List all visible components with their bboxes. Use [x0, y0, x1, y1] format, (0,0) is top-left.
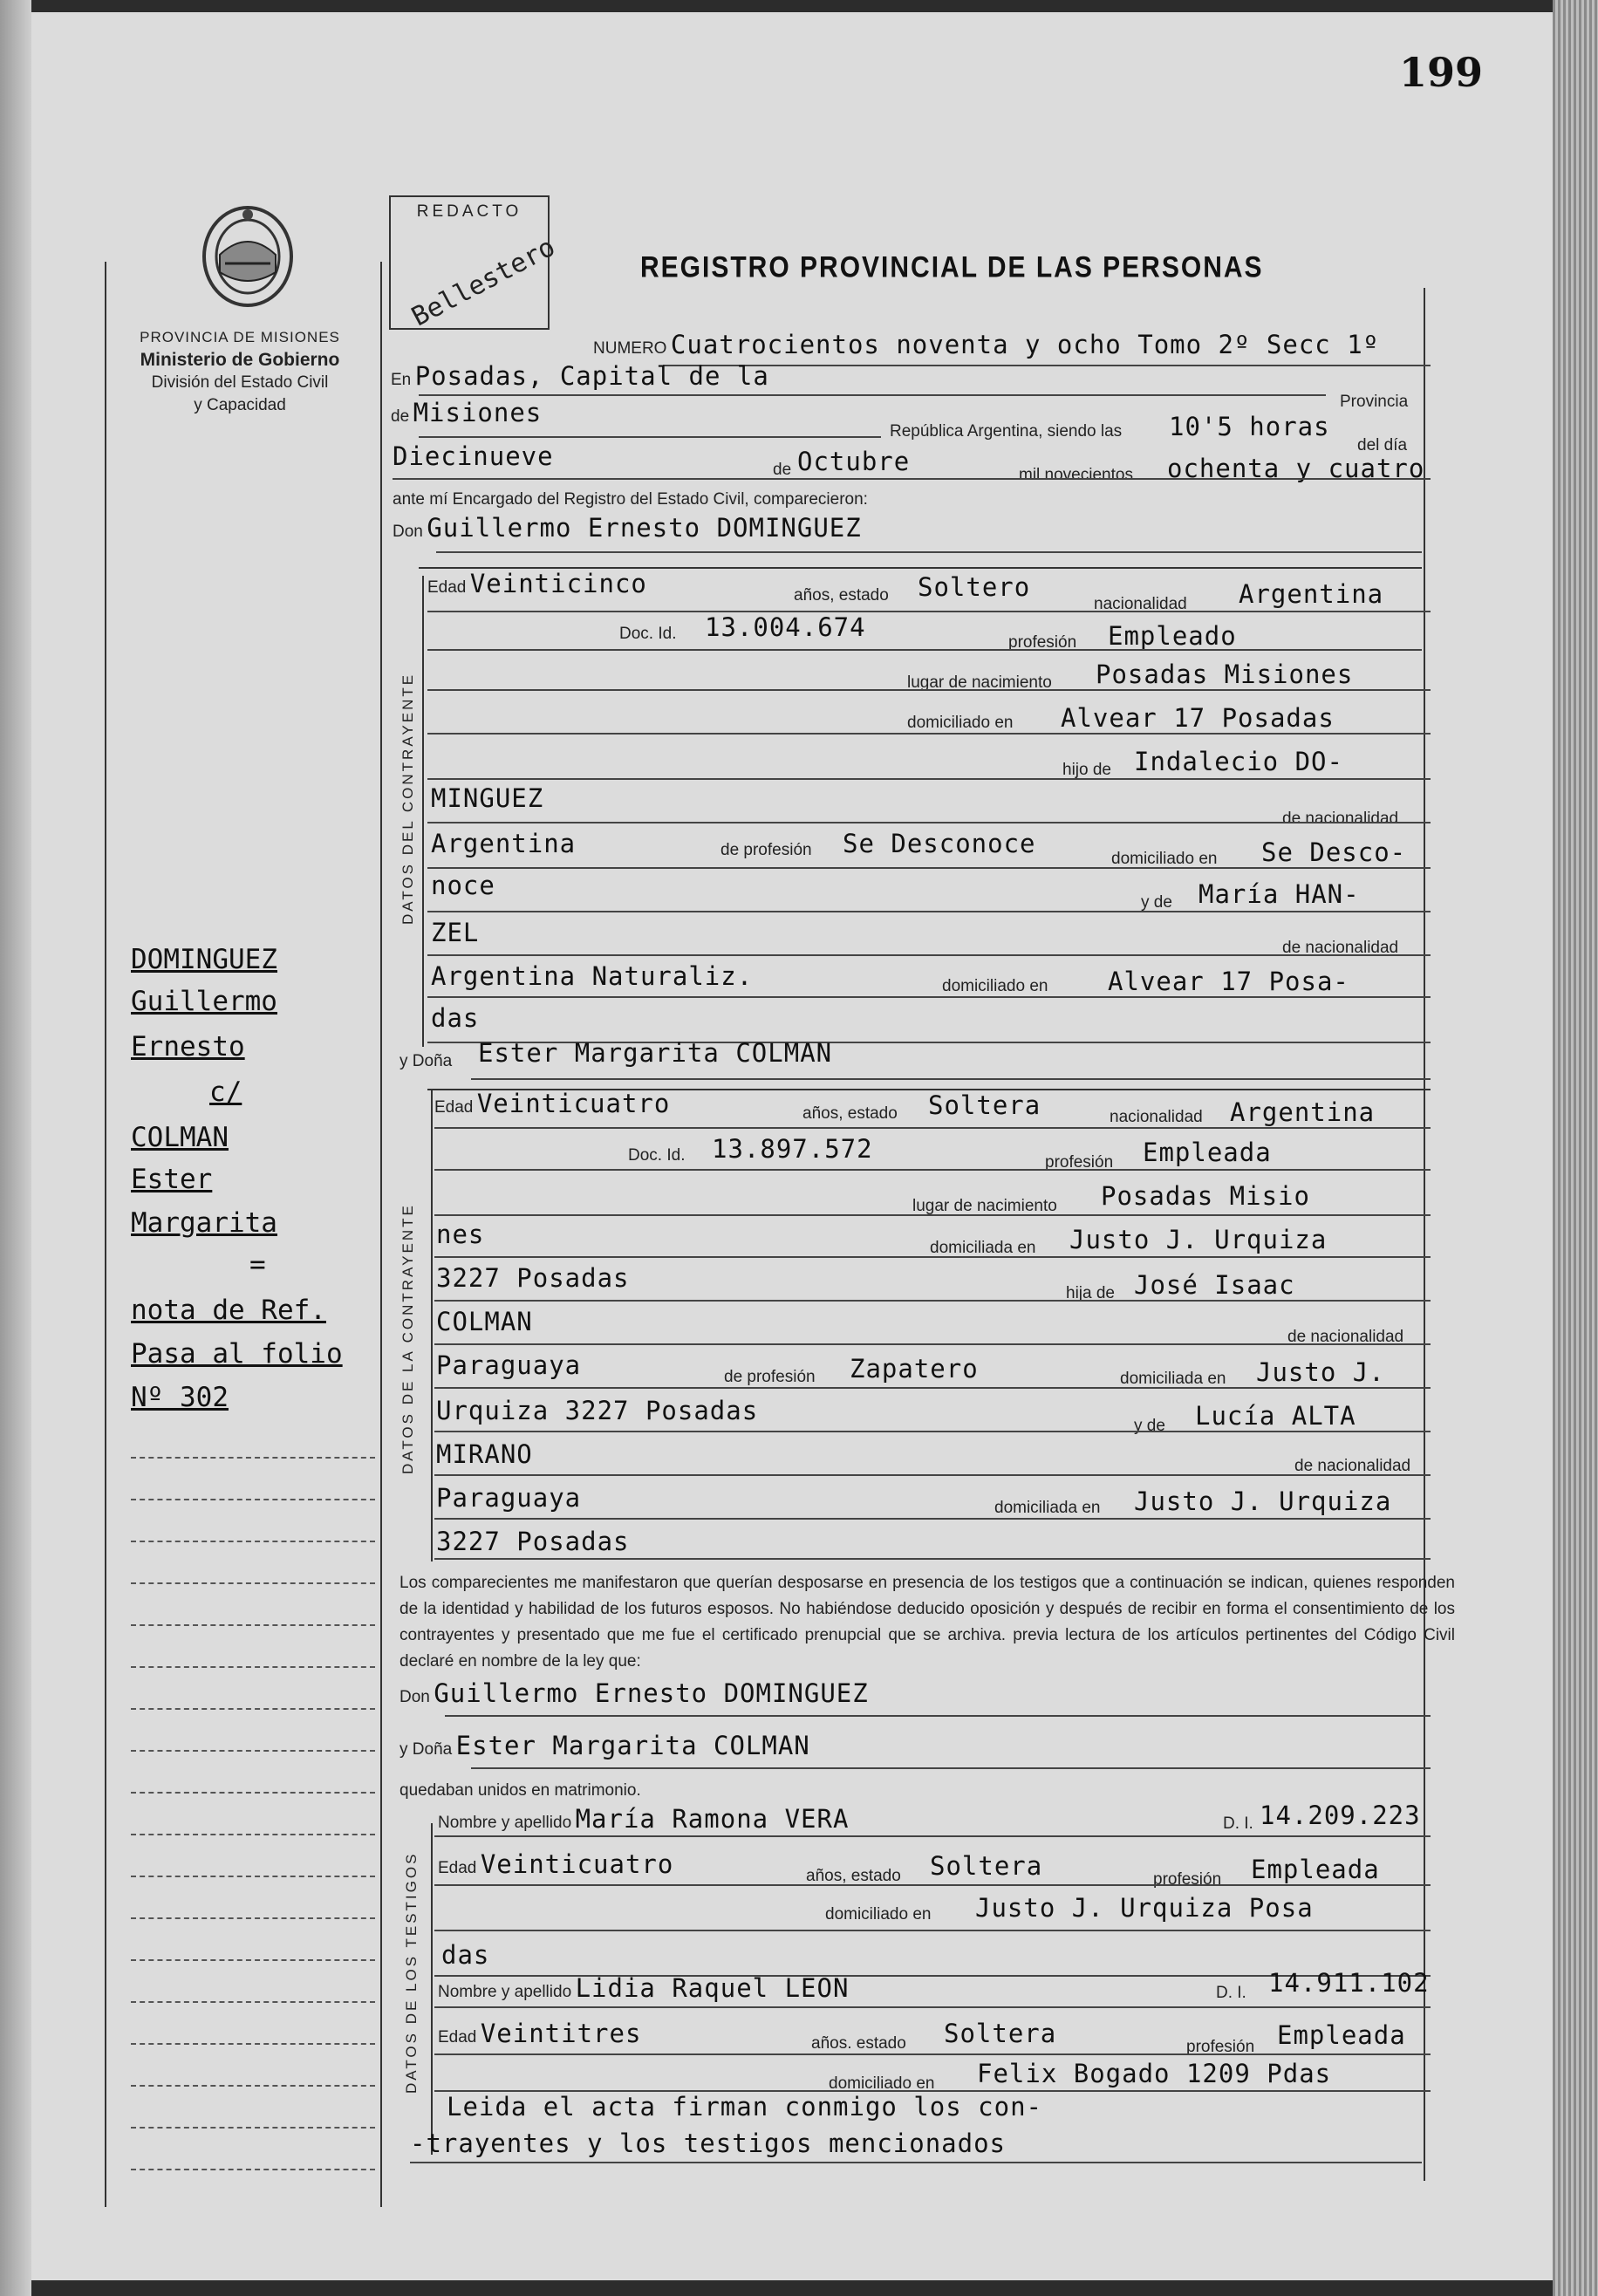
dom3-label: domiciliada en — [994, 1499, 1101, 1517]
de-nac-label: de nacionalidad — [1287, 1328, 1404, 1346]
document-title: REGISTRO PROVINCIAL DE LAS PERSONAS — [640, 250, 1264, 284]
del-dia-label: del día — [1357, 436, 1408, 454]
margin-rule — [131, 1876, 375, 1877]
estado-label: años, estado — [794, 586, 889, 605]
de-nac2-label: de nacionalidad — [1294, 1457, 1411, 1475]
madre-nac-value: Argentina Naturaliz. — [431, 961, 754, 991]
hijo-label: hijo de — [1062, 761, 1111, 779]
profesion-value: Empleada — [1143, 1138, 1272, 1167]
nombre-label: Nombre y apellido — [438, 1983, 572, 2001]
union-dona-row — [400, 1731, 810, 1760]
edad-label: Edad — [438, 1859, 477, 1877]
lugar-line — [434, 1214, 1431, 1216]
margin-note-line: COLMAN — [131, 1122, 229, 1153]
madre-nac-line — [434, 1518, 1431, 1520]
madre-value-1: María HAN- — [1198, 879, 1360, 909]
union-dona-value: Ester Margarita COLMAN — [455, 1731, 810, 1760]
domicilio-value-1: Justo J. Urquiza Posa — [975, 1893, 1314, 1923]
margin-note-line: Ester — [131, 1164, 213, 1195]
y-de-label: y de — [1141, 893, 1172, 912]
page-number: 199 — [1399, 49, 1484, 96]
issuing-authority — [113, 326, 366, 417]
margin-rule — [131, 2169, 375, 2170]
union-don-line — [445, 1715, 1431, 1717]
padre-dom-value-1: Justo J. — [1256, 1357, 1385, 1387]
margin-rule — [131, 2043, 375, 2045]
dona-line — [471, 1078, 1431, 1080]
nacionalidad-value: Argentina — [1230, 1097, 1376, 1127]
edad-line — [427, 611, 1431, 612]
don-line — [436, 551, 1422, 553]
margin-rule — [131, 1541, 375, 1542]
edad-label: Edad — [427, 578, 467, 597]
nacionalidad-label: nacionalidad — [1094, 595, 1187, 613]
redacto-label: REDACTO — [416, 202, 522, 221]
madre-dom-value-2: das — [431, 1003, 480, 1033]
numero-row — [593, 330, 1379, 359]
padre-line — [434, 1343, 1431, 1345]
en-row — [391, 361, 769, 391]
de-prof-label: de profesión — [720, 841, 812, 859]
contrayenta-bracket — [431, 1090, 433, 1561]
edad-value: Veinticuatro — [480, 1849, 674, 1879]
padre-nac-line — [427, 867, 1431, 869]
padre-line — [427, 822, 1431, 823]
doc-label: Doc. Id. — [628, 1146, 686, 1165]
edad-label: Edad — [438, 2028, 477, 2047]
dom2-label: domiciliada en — [1120, 1370, 1226, 1388]
anio-value: ochenta y cuatro — [1167, 454, 1425, 483]
margin-rule — [131, 1666, 375, 1668]
doc-value: 13.897.572 — [712, 1134, 873, 1164]
madre2-line — [434, 1474, 1431, 1476]
margin-note-line: nota de Ref. — [131, 1295, 326, 1326]
lugar-value-1: Posadas Misio — [1101, 1181, 1310, 1211]
de-row — [391, 398, 542, 427]
doc-label: Doc. Id. — [619, 625, 677, 643]
nacionalidad-value: Argentina — [1239, 579, 1384, 609]
di-label: D. I. — [1223, 1814, 1253, 1833]
margin-rule — [131, 1917, 375, 1919]
contrayenta-section-label: DATOS DE LA CONTRAYENTE — [400, 1203, 416, 1474]
numero-line — [663, 365, 1431, 366]
contrayenta-edad-row — [434, 1089, 670, 1118]
lugar-value-2: nes — [436, 1220, 485, 1249]
en-value: Posadas, Capital de la — [414, 361, 769, 391]
nombre-label: Nombre y apellido — [438, 1814, 572, 1832]
madre-dom-line — [434, 1558, 1431, 1560]
nacionalidad-label: nacionalidad — [1110, 1108, 1203, 1126]
en-label: En — [391, 371, 412, 389]
de-nac-label: de nacionalidad — [1282, 810, 1399, 828]
estado-value: Soltera — [930, 1851, 1043, 1881]
hijo-line — [427, 778, 1431, 780]
declaration-paragraph: Los comparecientes me manifestaron que querían desposarse en presencia de los testigos que a continuación se indican, quienes responden de la identidad y habilidad de los futuros esposos. No habiéndose deducido oposición y después de recibir en forma el consentimiento de los contrayentes y presentado que me fue el certificado prenupcial que se archiva. previa lectura de los artículos pertinentes del Código Civil declaré en nombre de la ley que: — [400, 1574, 1455, 1671]
madre-nac-value: Paraguaya — [436, 1483, 582, 1513]
de-label: de — [391, 407, 410, 426]
madre-dom-value-1: Justo J. Urquiza — [1134, 1486, 1392, 1516]
mil-label: mil novecientos — [1019, 466, 1133, 484]
di-value: 14.209.223 — [1260, 1801, 1421, 1830]
de-line — [419, 436, 881, 438]
margin-note-line: Ernesto — [131, 1031, 245, 1063]
quedaban-label: quedaban unidos en matrimonio. — [400, 1781, 641, 1800]
lugar-value: Posadas Misiones — [1096, 659, 1354, 689]
margin-note-line: Nº 302 — [131, 1382, 229, 1413]
cierre-line-2: -trayentes y los testigos mencionados — [410, 2129, 1007, 2158]
numero-value: Cuatrocientos noventa y ocho Tomo 2º Secc 1º — [670, 330, 1380, 359]
madre-value-2: ZEL — [431, 918, 480, 947]
right-border — [1424, 288, 1425, 2181]
padre-nac-value: Argentina — [431, 829, 577, 858]
profesion-label: profesión — [1045, 1153, 1114, 1172]
domicilio-value: Felix Bogado 1209 Pdas — [977, 2059, 1332, 2088]
estado-label: años, estado — [806, 1867, 901, 1885]
madre-dom-value-1: Alvear 17 Posa- — [1108, 967, 1349, 996]
margin-rule — [131, 2085, 375, 2087]
dia-value: Diecinueve — [393, 441, 554, 471]
domicilio-label: domiciliado en — [907, 714, 1014, 732]
domicilio-value-1: Justo J. Urquiza — [1069, 1225, 1328, 1254]
lugar-line — [427, 689, 1431, 691]
margin-note-line: c/ — [209, 1076, 242, 1108]
testigo1-edad-row — [438, 1849, 673, 1879]
domicilio-value-2: 3227 Posadas — [436, 1263, 630, 1293]
margin-note-line: = — [249, 1249, 266, 1281]
republica-label: República Argentina, siendo las — [890, 422, 1123, 441]
contrayente-edad-row — [427, 569, 647, 598]
testigo2-edad-row — [438, 2019, 641, 2048]
padre-dom-value-2: noce — [431, 871, 495, 900]
provincial-seal-icon — [199, 202, 297, 311]
madre-value-1: Lucía ALTA — [1195, 1401, 1356, 1431]
doc-value: 13.004.674 — [705, 612, 866, 642]
padre-nac-value: Paraguaya — [436, 1350, 582, 1380]
division-label-1: División del Estado Civil — [151, 373, 329, 392]
edad-value: Veintitres — [480, 2019, 642, 2048]
padre-prof-value: Zapatero — [850, 1354, 979, 1384]
margin-rule — [131, 1959, 375, 1961]
padre-value-1: Indalecio DO- — [1134, 747, 1343, 776]
don-row — [393, 513, 862, 543]
margin-note-line: Margarita — [131, 1207, 277, 1239]
en-line — [419, 394, 1326, 396]
domicilio-value-2: das — [441, 1940, 490, 1970]
edad-label: Edad — [434, 1098, 474, 1117]
union-don-label: Don — [400, 1688, 430, 1706]
madre-line — [434, 1431, 1431, 1432]
redacto-signature: Bellestero — [406, 231, 561, 333]
y-de-label: y de — [1134, 1417, 1165, 1435]
union-dona-line — [471, 1767, 1431, 1769]
don-value: Guillermo Ernesto DOMINGUEZ — [427, 513, 862, 543]
don-label: Don — [393, 523, 423, 541]
di-value: 14.911.102 — [1268, 1968, 1430, 1998]
profesion-value: Empleado — [1108, 621, 1237, 651]
estado-value: Soltera — [928, 1090, 1041, 1120]
dom2-label: domiciliado en — [1111, 850, 1218, 868]
madre-line — [427, 911, 1431, 912]
padre-value-2: COLMAN — [436, 1307, 533, 1336]
profesion-value: Empleada — [1251, 1855, 1380, 1884]
di-label: D. I. — [1216, 1984, 1246, 2002]
margin-rule — [131, 2001, 375, 2003]
domicilio-label: domiciliado en — [825, 1905, 932, 1924]
fecha-line — [393, 478, 1431, 480]
mes-value: Octubre — [797, 447, 911, 476]
page-edges — [1553, 0, 1598, 2296]
profesion-label: profesión — [1008, 633, 1077, 652]
redacto-box — [389, 195, 561, 333]
de2-label: de — [773, 461, 792, 479]
ante-label: ante mí Encargado del Registro del Estado Civil, comparecieron: — [393, 490, 868, 509]
ministry-label: Ministerio de Gobierno — [140, 350, 340, 370]
testigo1-edad-line — [434, 1884, 1431, 1886]
margin-rule — [131, 1708, 375, 1710]
madre-nac-line — [427, 996, 1431, 998]
madre2-line — [427, 954, 1431, 956]
testigo2-nombre-row — [438, 1973, 849, 2003]
margin-rule — [131, 2127, 375, 2129]
margin-note-line: Guillermo — [131, 986, 277, 1017]
testigos-section-label: DATOS DE LOS TESTIGOS — [403, 1851, 420, 2094]
margin-border — [380, 262, 382, 2207]
contrayente-bracket — [422, 576, 424, 1047]
padre-value-2: MINGUEZ — [431, 783, 544, 813]
hija-line — [434, 1300, 1431, 1302]
lugar-label: lugar de nacimiento — [907, 673, 1052, 692]
profesion-label: profesión — [1186, 2038, 1255, 2056]
domicilio-line — [434, 1256, 1431, 1258]
union-don-value: Guillermo Ernesto DOMINGUEZ — [434, 1678, 869, 1708]
padre-dom-value-2: Urquiza 3227 Posadas — [436, 1396, 759, 1425]
testigo1-domicilio-line — [434, 1930, 1431, 1931]
de-prof-label: de profesión — [724, 1368, 816, 1386]
estado-value: Soltero — [918, 572, 1031, 602]
doc-line — [427, 649, 1422, 651]
dom3-label: domiciliado en — [942, 977, 1048, 995]
padre-nac-line — [434, 1387, 1431, 1389]
hija-label: hija de — [1066, 1284, 1115, 1302]
padre-dom-value-1: Se Desco- — [1261, 837, 1407, 867]
margin-note-line: DOMINGUEZ — [131, 944, 277, 975]
padre-value-1: José Isaac — [1134, 1270, 1295, 1300]
edad-line — [434, 1127, 1431, 1129]
horas-value: 10'5 horas — [1169, 412, 1330, 441]
madre-value-2: MIRANO — [436, 1439, 533, 1469]
doc-line — [434, 1169, 1431, 1171]
testigo1-nombre-line — [434, 1835, 1431, 1837]
margin-rule — [131, 1792, 375, 1794]
estado-label: años. estado — [811, 2034, 906, 2053]
union-don-row — [400, 1678, 869, 1708]
de-nac2-label: de nacionalidad — [1282, 939, 1399, 957]
cierre-line-1: Leida el acta firman conmigo los con- — [447, 2092, 1043, 2122]
domicilio-label: domiciliada en — [930, 1239, 1036, 1257]
padre-prof-value: Se Desconoce — [843, 829, 1036, 858]
book-spine — [0, 0, 31, 2296]
cierre-line — [410, 2162, 1422, 2163]
nombre-value: Lidia Raquel LEON — [575, 1973, 850, 2003]
union-dona-label: y Doña — [400, 1740, 453, 1759]
margin-rule — [131, 1499, 375, 1500]
margin-rule — [131, 1624, 375, 1626]
division-label-2: y Capacidad — [194, 396, 286, 414]
nombre-value: María Ramona VERA — [575, 1804, 850, 1834]
margin-note-line: Pasa al folio — [131, 1338, 343, 1370]
province-label: PROVINCIA DE MISIONES — [140, 329, 340, 345]
testigo2-edad-line — [434, 2053, 1431, 2055]
domicilio-label: domiciliado en — [829, 2074, 935, 2093]
left-border — [105, 262, 106, 2207]
testigo2-nombre-line — [434, 2006, 1431, 2008]
edad-value: Veinticuatro — [476, 1089, 671, 1118]
estado-label: años, estado — [802, 1104, 898, 1123]
estado-value: Soltera — [944, 2019, 1057, 2048]
madre-dom-value-2: 3227 Posadas — [436, 1527, 630, 1556]
profesion-label: profesión — [1153, 1870, 1222, 1889]
margin-rule — [131, 1834, 375, 1835]
de-value: Misiones — [413, 398, 543, 427]
margin-rule — [131, 1582, 375, 1584]
profesion-value: Empleada — [1277, 2020, 1406, 2050]
testigo1-nombre-row — [438, 1804, 849, 1834]
edad-value: Veinticinco — [469, 569, 647, 598]
lugar-label: lugar de nacimiento — [912, 1197, 1057, 1215]
dona-label: y Doña — [400, 1052, 453, 1070]
contrayente-section-label: DATOS DEL CONTRAYENTE — [400, 672, 416, 925]
domicilio-value: Alvear 17 Posadas — [1061, 703, 1335, 733]
testigos-bracket — [431, 1823, 433, 2155]
domicilio-line — [427, 733, 1431, 735]
margin-rule — [131, 1457, 375, 1459]
provincia-label: Provincia — [1340, 393, 1409, 411]
margin-rule — [131, 1750, 375, 1752]
numero-label: NUMERO — [593, 339, 667, 358]
dona-value: Ester Margarita COLMAN — [478, 1038, 833, 1068]
